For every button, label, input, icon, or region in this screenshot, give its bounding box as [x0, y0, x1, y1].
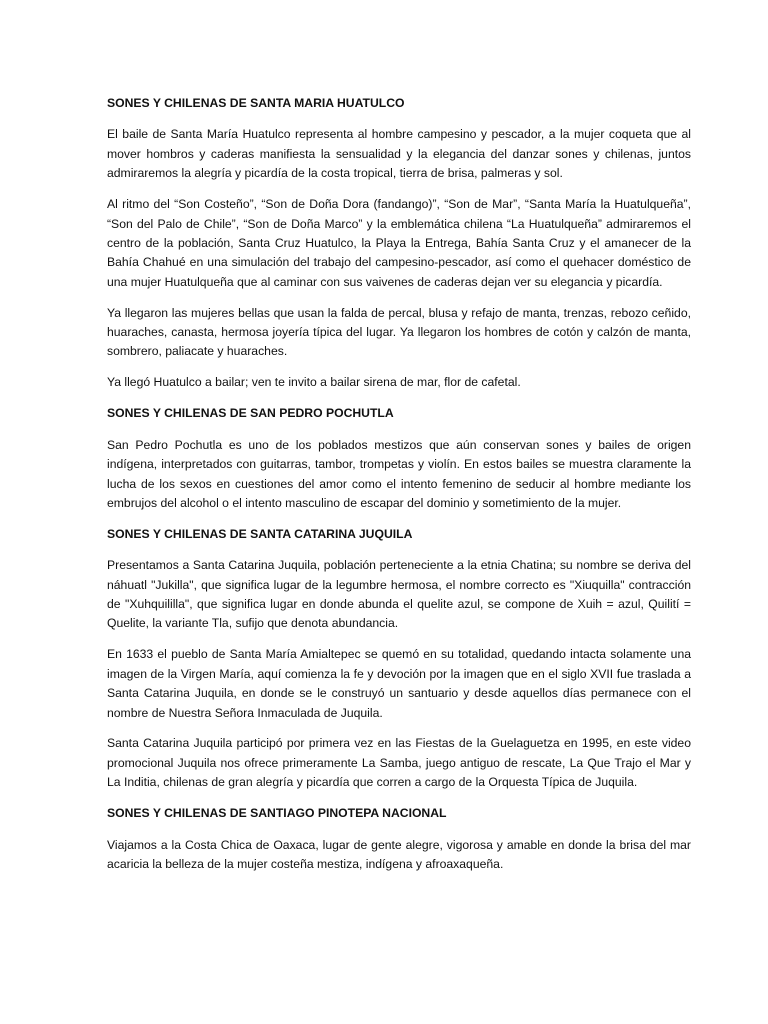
paragraph: Al ritmo del “Son Costeño”, “Son de Doña Dora (fandango)”, “Son de Mar”, “Santa María la Huatulqueña”, “Son del Palo de Chile”, “Son de Doña Marco” y la emblemática chilena “La Huatulqueña” admiraremos el centro de la población, Santa Cruz Huatulco, la Playa la Entrega, Bahía Santa Cruz y el amanecer de la Bahía Chahué en una simulación del trabajo del campesino-pescador, así como el quehacer doméstico de una mujer Huatulqueña que al caminar con sus vaivenes de caderas dejan ver su elegancia y picardía. [107, 197, 691, 289]
section-heading: SONES Y CHILENAS DE SANTA CATARINA JUQUILA [107, 526, 413, 541]
paragraph: El baile de Santa María Huatulco representa al hombre campesino y pescador, a la mujer coqueta que al mover hombros y caderas manifiesta la sensualidad y la elegancia del danzar sones y chilenas, juntos admiraremos la alegría y picardía de la costa tropical, tierra de brisa, palmeras y sol. [107, 127, 691, 181]
paragraph: San Pedro Pochutla es uno de los poblados mestizos que aún conservan sones y bailes de origen indígena, interpretados con guitarras, tambor, trompetas y violín. En estos bailes se muestra claramente la lucha de los sexos en cuestiones del amor como el intento femenino de seducir al hombre mediante los embrujos del alcohol o el intento masculino de escapar del dominio y sometimiento de la mujer. [107, 437, 691, 510]
section-heading: SONES Y CHILENAS DE SANTIAGO PINOTEPA NACIONAL [107, 806, 447, 821]
paragraph: Presentamos a Santa Catarina Juquila, población perteneciente a la etnia Chatina; su nombre se deriva del náhuatl "Jukilla", que significa lugar de la legumbre hermosa, el nombre correcto es "Xiuquilla" contracción de "Xuhquililla", que significa lugar en donde abunda el quelite azul, se compone de Xuih = azul, Quilití = Quelite, la variante Tla, sufijo que denota abundancia. [107, 558, 691, 631]
section-santa-maria-huatulco [107, 94, 691, 393]
paragraph: Ya llegaron las mujeres bellas que usan la falda de percal, blusa y refajo de manta, trenzas, rebozo ceñido, huaraches, canasta, hermosa joyería típica del lugar. Ya llegaron los hombres de cotón y calzón de manta, sombrero, paliacate y huaraches. [107, 305, 691, 359]
paragraph: Ya llegó Huatulco a bailar; ven te invito a bailar sirena de mar, flor de cafetal. [107, 375, 521, 390]
paragraph: Viajamos a la Costa Chica de Oaxaca, lugar de gente alegre, vigorosa y amable en donde la brisa del mar acaricia la belleza de la mujer costeña mestiza, indígena y afroaxaqueña. [107, 837, 691, 871]
section-heading: SONES Y CHILENAS DE SAN PEDRO POCHUTLA [107, 406, 394, 421]
section-heading: SONES Y CHILENAS DE SANTA MARIA HUATULCO [107, 96, 405, 110]
section-santa-catarina-juquila [107, 525, 691, 793]
paragraph: En 1633 el pueblo de Santa María Amialtepec se quemó en su totalidad, quedando intacta solamente una imagen de la Virgen María, aquí comienza la fe y devoción por la imagen que en el siglo XVII fue traslada a Santa Catarina Juquila, en donde se le construyó un santuario y desde aquellos días permanece con el nombre de Nuestra Señora Inmaculada de Juquila. [107, 647, 691, 720]
section-santiago-pinotepa-nacional [107, 804, 691, 874]
section-san-pedro-pochutla [107, 404, 691, 513]
paragraph: Santa Catarina Juquila participó por primera vez en las Fiestas de la Guelaguetza en 1995, en este video promocional Juquila nos ofrece primeramente La Samba, juego antiguo de rescate, La Que Trajo el Mar y La Inditia, chilenas de gran alegría y picardía que corren a cargo de la Orquesta Típica de Juquila. [107, 736, 691, 790]
